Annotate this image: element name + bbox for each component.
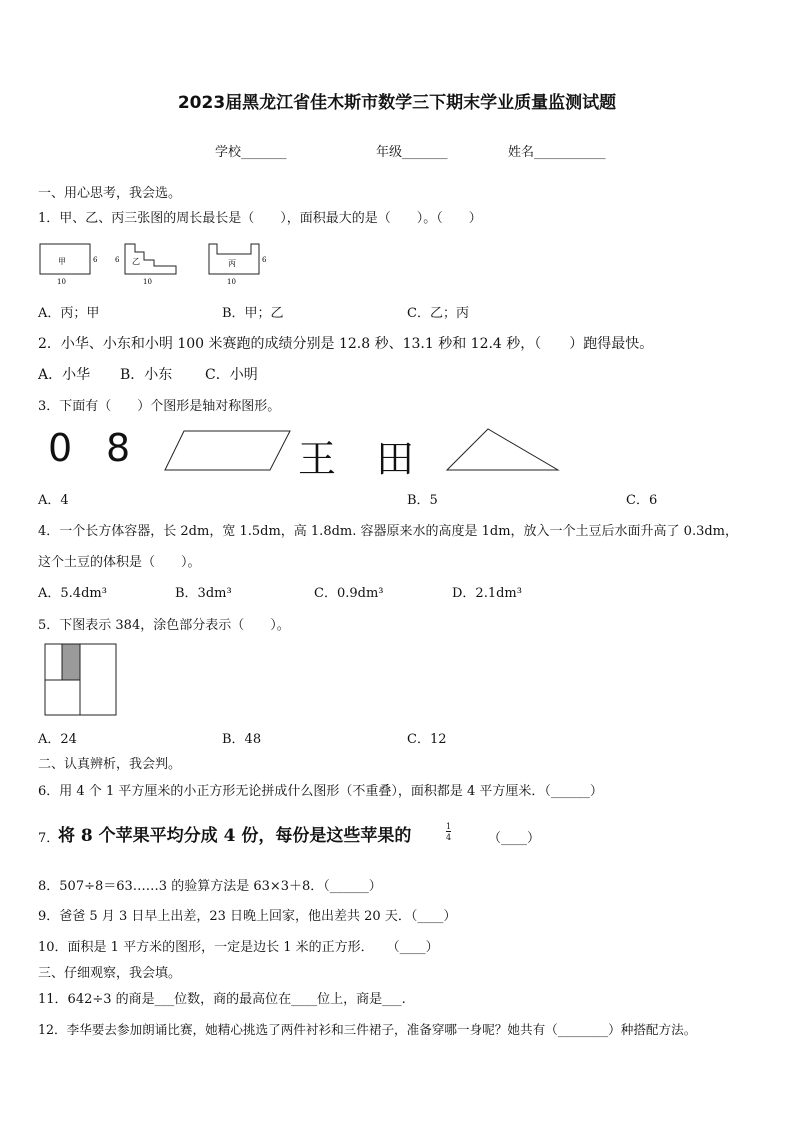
q11-stem: 11．642÷3 的商是___位数，商的最高位在____位上，商是___. (38, 992, 406, 1007)
q10-stem: 10．面积是 1 平方米的图形，一定是边长 1 米的正方形． （____） (38, 940, 439, 955)
glyph-zero: 0 (48, 426, 73, 470)
q1-option-a: A．丙；甲 (38, 306, 100, 321)
q12-stem: 12．李华要去参加朗诵比赛，她精心挑选了两件衬衫和三件裙子，准备穿哪一身呢？她共有（________）种搭配方法。 (38, 1022, 697, 1037)
school-field: 学校_______ (215, 145, 287, 160)
label-yi-ten: 10 (143, 278, 152, 286)
q3-option-b: B．5 (407, 493, 438, 508)
section-2-heading: 二、认真辨析，我会判。 (38, 757, 182, 772)
q1-figures (36, 238, 276, 290)
q1-stem: 1．甲、乙、丙三张图的周长最长是（ ），面积最大的是（ ）。（ ） (38, 211, 482, 226)
section-1-heading: 一、用心思考，我会选。 (38, 186, 182, 201)
q7-answer-blank: （____） (488, 831, 541, 846)
q7-number: 7． (38, 831, 60, 846)
q5-option-c: C．12 (407, 732, 447, 747)
q5-option-b: B．48 (222, 732, 262, 747)
q5-stem: 5．下图表示 384，涂色部分表示（ ）。 (38, 618, 290, 633)
label-jia: 甲 (58, 257, 66, 266)
q1-option-c: C．乙；丙 (407, 306, 469, 321)
glyph-tian: 田 (376, 437, 415, 481)
q9-stem: 9．爸爸 5 月 3 日早上出差，23 日晚上回家，他出差共 20 天．（____） (38, 909, 457, 924)
label-bing-six: 6 (262, 256, 267, 264)
q4-stem-line1: 4．一个长方体容器，长 2dm，宽 1.5dm，高 1.8dm. 容器原来水的高度是 1dm，放入一个土豆后水面升高了 0.3dm， (38, 524, 739, 539)
q2-option-c: C．小明 (205, 367, 258, 383)
section-3-heading: 三、仔细观察，我会填。 (38, 966, 182, 981)
grade-field: 年级_______ (376, 145, 448, 160)
q2-option-b: B．小东 (120, 367, 173, 383)
q4-option-b: B．3dm³ (175, 586, 232, 601)
glyph-eight: 8 (106, 426, 131, 470)
q2-stem: 2．小华、小东和小明 100 米赛跑的成绩分别是 12.8 秒、13.1 秒和 12.4 秒，（ ）跑得最快。 (38, 336, 654, 352)
label-bing-ten: 10 (227, 278, 236, 286)
glyph-wang: 王 (298, 437, 337, 481)
label-jia-ten: 10 (57, 278, 66, 286)
triangle-shape (446, 428, 560, 472)
q7-stem: 将 8 个苹果平均分成 4 份，每份是这些苹果的 (58, 826, 412, 846)
q4-stem-line2: 这个土豆的体积是（ ）。 (38, 555, 201, 570)
label-jia-six: 6 (93, 256, 98, 264)
label-yi: 乙 (132, 257, 140, 266)
parallelogram-shape (164, 430, 294, 472)
q3-stem: 3．下面有（ ）个图形是轴对称图形。 (38, 399, 281, 414)
q4-option-c: C．0.9dm³ (314, 586, 384, 601)
q5-square-diagram (44, 643, 118, 717)
q1-option-b: B．甲；乙 (222, 306, 284, 321)
q2-option-a: A．小华 (38, 367, 91, 383)
fraction-numerator: 1 (446, 822, 452, 831)
q6-stem: 6．用 4 个 1 平方厘米的小正方形无论拼成什么图形（不重叠），面积都是 4 平方厘米．（______） (38, 784, 603, 799)
q8-stem: 8．507÷8＝63……3 的验算方法是 63×3＋8．（______） (38, 879, 382, 894)
q4-option-a: A．5.4dm³ (38, 586, 107, 601)
fraction-denominator: 4 (446, 833, 452, 842)
q5-option-a: A．24 (38, 732, 77, 747)
name-field: 姓名___________ (508, 145, 606, 160)
q3-option-a: A．4 (38, 493, 69, 508)
label-bing: 丙 (228, 259, 236, 268)
q7-fraction (446, 822, 451, 842)
q3-option-c: C．6 (626, 493, 658, 508)
page-title: 2023届黑龙江省佳木斯市数学三下期末学业质量监测试题 (177, 93, 617, 113)
label-yi-six: 6 (115, 256, 120, 264)
q4-option-d: D．2.1dm³ (452, 586, 522, 601)
